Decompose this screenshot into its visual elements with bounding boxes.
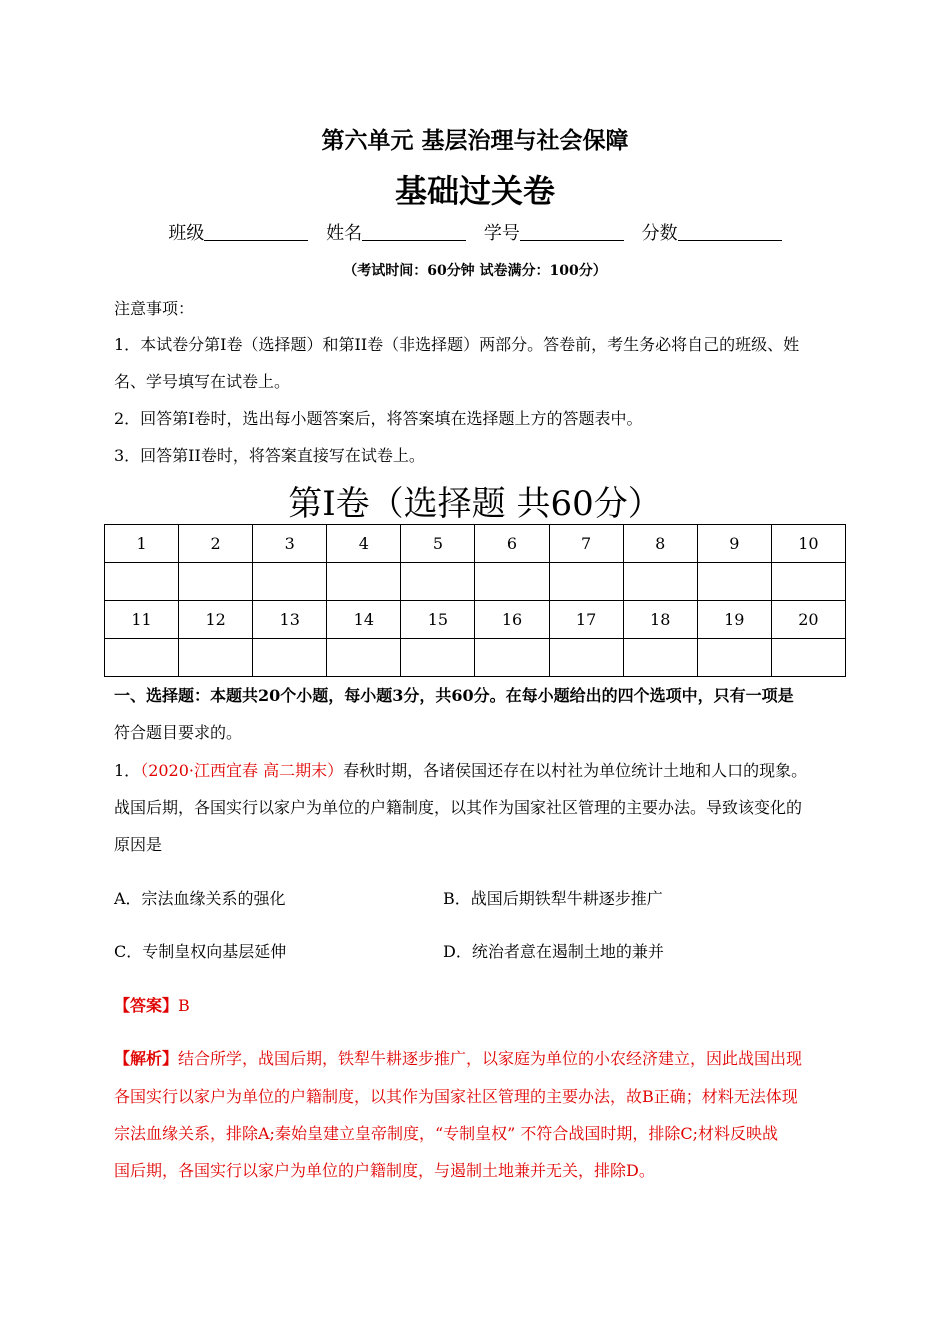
score-field[interactable]: 分数	[642, 219, 782, 245]
answer-blank-cell[interactable]	[105, 563, 179, 601]
notice-line-2: 2．回答第I卷时，选出每小题答案后，将答案填在选择题上方的答题表中。	[114, 409, 643, 428]
answer-line	[114, 987, 190, 1025]
answer-number-cell: 7	[549, 525, 623, 563]
option-d[interactable]: D．统治者意在遏制土地的兼并	[443, 942, 664, 961]
answer-number-cell: 20	[771, 601, 845, 639]
answer-blank-cell[interactable]	[253, 639, 327, 677]
section-title: 第I卷（选择题 共60分）	[288, 484, 662, 524]
name-field[interactable]: 姓名	[326, 219, 466, 245]
answer-blank-cell[interactable]	[771, 639, 845, 677]
answer-number-cell: 10	[771, 525, 845, 563]
time-note: （考试时间：60分钟 试卷满分：100分）	[343, 263, 607, 279]
notice-line-1b: 名、学号填写在试卷上。	[114, 372, 291, 391]
answer-blank-cell[interactable]	[697, 639, 771, 677]
question-1-stem-line-1	[114, 752, 807, 790]
answer-number-cell: 2	[179, 525, 253, 563]
answer-blank-cell[interactable]	[475, 563, 549, 601]
analysis-label: 【解析】	[114, 1049, 179, 1068]
answer-blank-cell[interactable]	[623, 639, 697, 677]
answer-blank-cell[interactable]	[549, 639, 623, 677]
answer-blank-cell[interactable]	[697, 563, 771, 601]
answer-number-cell: 1	[105, 525, 179, 563]
answer-number-cell: 6	[475, 525, 549, 563]
answer-table-number-row	[105, 601, 846, 639]
instructions-line-2: 符合题目要求的。	[114, 723, 243, 742]
question-number: 1．	[114, 761, 141, 780]
option-a[interactable]: A．宗法血缘关系的强化	[114, 889, 286, 908]
notice-line-1a: 1．本试卷分第I卷（选择题）和第II卷（非选择题）两部分。答卷前，考生务必将自己的班级、姓	[114, 335, 800, 354]
answer-table-number-row	[105, 525, 846, 563]
instructions-line-1: 一、选择题：本题共20个小题，每小题3分，共60分。在每小题给出的四个选项中，只有一项是	[114, 686, 794, 705]
notice-line-3: 3．回答第II卷时，将答案直接写在试卷上。	[114, 446, 425, 465]
answer-table-blank-row	[105, 563, 846, 601]
answer-label: 【答案】	[114, 996, 179, 1015]
answer-blank-cell[interactable]	[771, 563, 845, 601]
answer-blank-cell[interactable]	[401, 639, 475, 677]
question-1-stem-line-3: 原因是	[114, 835, 163, 854]
option-c[interactable]: C．专制皇权向基层延伸	[114, 942, 287, 961]
answer-number-cell: 16	[475, 601, 549, 639]
answer-number-cell: 19	[697, 601, 771, 639]
answer-number-cell: 15	[401, 601, 475, 639]
answer-blank-cell[interactable]	[623, 563, 697, 601]
paper-title: 基础过关卷	[394, 172, 555, 210]
student-info-row	[0, 219, 950, 245]
answer-blank-cell[interactable]	[327, 563, 401, 601]
answer-number-cell: 18	[623, 601, 697, 639]
answer-number-cell: 11	[105, 601, 179, 639]
answer-blank-cell[interactable]	[549, 563, 623, 601]
answer-number-cell: 12	[179, 601, 253, 639]
option-b[interactable]: B．战国后期铁犁牛耕逐步推广	[443, 889, 663, 908]
analysis-line-1: 【解析】结合所学，战国后期，铁犁牛耕逐步推广，以家庭为单位的小农经济建立，因此战国出现	[114, 1049, 803, 1068]
answer-number-cell: 8	[623, 525, 697, 563]
answer-table-blank-row	[105, 639, 846, 677]
answer-blank-cell[interactable]	[105, 639, 179, 677]
analysis-line-4: 国后期，各国实行以家户为单位的户籍制度，与遏制土地兼并无关，排除D。	[114, 1161, 655, 1180]
unit-title: 第六单元 基层治理与社会保障	[321, 128, 629, 154]
answer-table	[104, 524, 846, 677]
answer-number-cell: 4	[327, 525, 401, 563]
answer-blank-cell[interactable]	[253, 563, 327, 601]
answer-number-cell: 14	[327, 601, 401, 639]
answer-number-cell: 17	[549, 601, 623, 639]
answer-number-cell: 5	[401, 525, 475, 563]
answer-value: B	[178, 996, 190, 1015]
question-stem: 春秋时期，各诸侯国还存在以村社为单位统计土地和人口的现象。	[343, 761, 808, 780]
analysis-line-2: 各国实行以家户为单位的户籍制度，以其作为国家社区管理的主要办法，故B正确；材料无法体现	[114, 1087, 798, 1106]
question-1-stem-line-2: 战国后期，各国实行以家户为单位的户籍制度，以其作为国家社区管理的主要办法。导致该变化的	[114, 798, 803, 817]
answer-blank-cell[interactable]	[475, 639, 549, 677]
answer-blank-cell[interactable]	[179, 563, 253, 601]
answer-blank-cell[interactable]	[401, 563, 475, 601]
analysis-line-3: 宗法血缘关系，排除A;秦始皇建立皇帝制度，“专制皇权” 不符合战国时期，排除C;材料反映战	[114, 1124, 779, 1143]
answer-number-cell: 3	[253, 525, 327, 563]
student-id-field[interactable]: 学号	[484, 219, 624, 245]
answer-number-cell: 9	[697, 525, 771, 563]
class-field[interactable]: 班级	[168, 219, 308, 245]
answer-blank-cell[interactable]	[327, 639, 401, 677]
question-source: （2020·江西宜春 高二期末）	[140, 761, 344, 780]
notice-heading: 注意事项：	[114, 299, 195, 318]
answer-blank-cell[interactable]	[179, 639, 253, 677]
answer-number-cell: 13	[253, 601, 327, 639]
